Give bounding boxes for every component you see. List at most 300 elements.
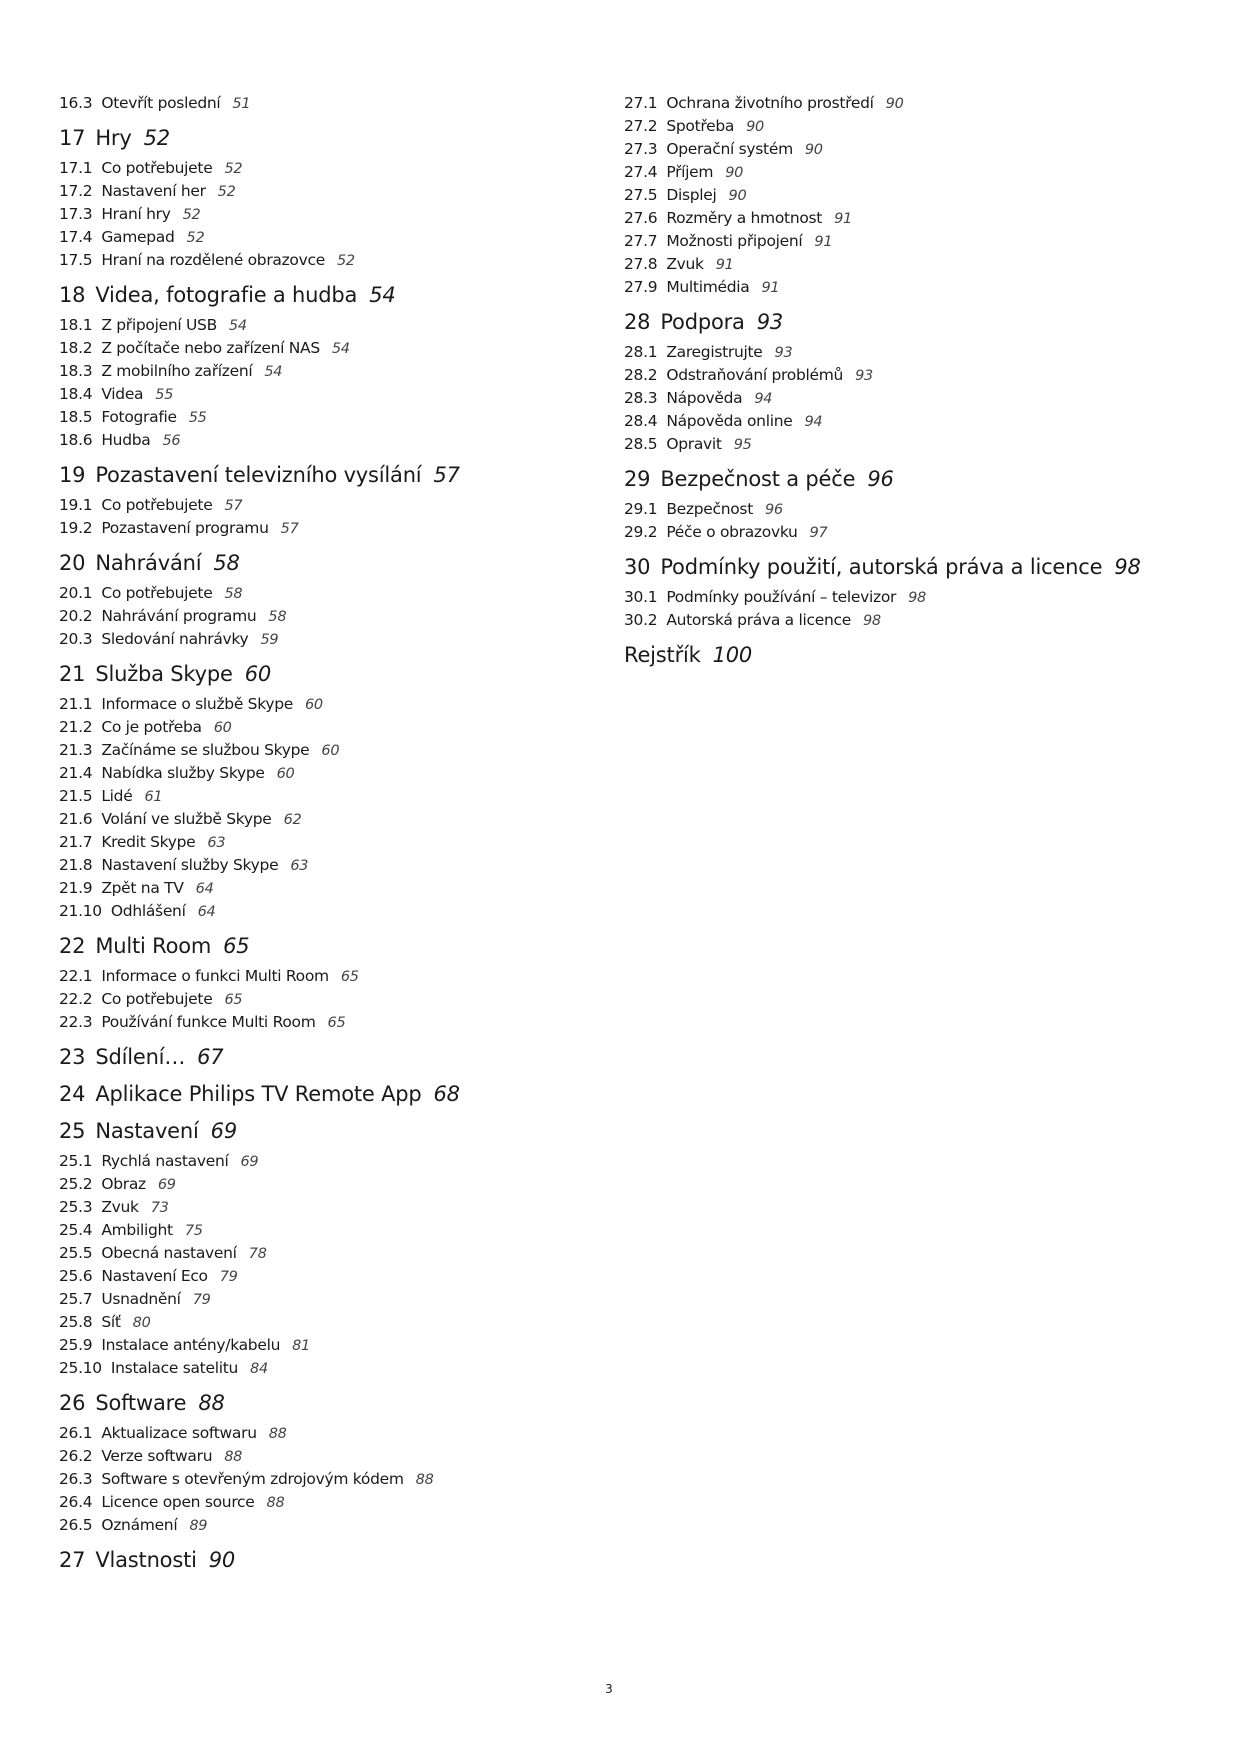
toc-entry-page: 98 <box>1114 555 1141 579</box>
toc-section-entry[interactable] <box>59 1265 579 1288</box>
toc-entry-number: 28.5 <box>624 435 658 453</box>
toc-entry-number: 18.3 <box>59 362 93 380</box>
toc-entry-title: Sledování nahrávky <box>101 630 249 648</box>
toc-entry-number: 21.9 <box>59 879 93 897</box>
toc-entry-title: Obraz <box>101 1175 146 1193</box>
toc-section-entry[interactable] <box>59 383 579 406</box>
toc-section-entry[interactable] <box>59 1196 579 1219</box>
toc-entry-page: 75 <box>184 1223 203 1239</box>
toc-entry-title: Software s otevřeným zdrojovým kódem <box>101 1470 404 1488</box>
toc-entry-title: Fotografie <box>101 408 177 426</box>
toc-entry-number: 27.7 <box>624 232 658 250</box>
toc-section-entry[interactable] <box>624 230 1144 253</box>
toc-section-entry[interactable] <box>59 157 579 180</box>
toc-entry-title: Sdílení… <box>95 1045 186 1069</box>
toc-entry-number: 25.6 <box>59 1267 93 1285</box>
toc-entry-number: 18.5 <box>59 408 93 426</box>
toc-section-entry[interactable] <box>59 965 579 988</box>
toc-entry-page: 64 <box>197 904 216 920</box>
toc-section-entry[interactable] <box>59 808 579 831</box>
toc-entry-number: 27.4 <box>624 163 658 181</box>
toc-entry-number: 25.4 <box>59 1221 93 1239</box>
toc-entry-title: Odstraňování problémů <box>666 366 844 384</box>
toc-chapter-entry[interactable] <box>59 1546 579 1574</box>
toc-entry-page: 52 <box>186 230 205 246</box>
toc-section-entry[interactable] <box>59 1242 579 1265</box>
toc-chapter-entry[interactable] <box>59 1080 579 1108</box>
toc-entry-title: Z mobilního zařízení <box>101 362 253 380</box>
toc-entry-page: 58 <box>213 551 240 575</box>
toc-entry-title: Nastavení Eco <box>101 1267 208 1285</box>
toc-section-entry[interactable] <box>59 203 579 226</box>
toc-section-entry[interactable] <box>59 1311 579 1334</box>
toc-entry-title: Nápověda <box>666 389 743 407</box>
toc-entry-title: Z počítače nebo zařízení NAS <box>101 339 320 357</box>
toc-entry-page: 56 <box>162 433 181 449</box>
toc-entry-page: 55 <box>155 387 174 403</box>
toc-entry-title: Co je potřeba <box>101 718 202 736</box>
toc-entry-title: Hraní na rozdělené obrazovce <box>101 251 325 269</box>
toc-section-entry[interactable] <box>59 1288 579 1311</box>
toc-entry-number: 30.1 <box>624 588 658 606</box>
toc-section-entry[interactable] <box>624 341 1144 364</box>
toc-entry-number: 17.5 <box>59 251 93 269</box>
toc-section-entry[interactable] <box>59 900 579 923</box>
toc-entry-page: 93 <box>855 368 873 384</box>
toc-entry-number: 25 <box>59 1119 86 1143</box>
toc-entry-title: Usnadnění <box>101 1290 181 1308</box>
toc-section-entry[interactable] <box>624 161 1144 184</box>
toc-entry-number: 27.2 <box>624 117 658 135</box>
toc-entry-number: 23 <box>59 1045 86 1069</box>
toc-entry-number: 19 <box>59 463 86 487</box>
toc-entry-title: Podmínky použití, autorská práva a licence <box>660 555 1103 579</box>
toc-entry-page: 69 <box>210 1119 237 1143</box>
toc-entry-title: Začínáme se službou Skype <box>101 741 310 759</box>
toc-section-entry[interactable] <box>624 207 1144 230</box>
toc-entry-number: 21 <box>59 662 86 686</box>
toc-chapter-entry[interactable] <box>59 549 579 577</box>
toc-entry-number: 26.5 <box>59 1516 93 1534</box>
toc-section-entry[interactable] <box>59 1445 579 1468</box>
toc-section-entry[interactable] <box>59 582 579 605</box>
toc-entry-page: 90 <box>208 1548 236 1572</box>
toc-section-entry[interactable] <box>59 1011 579 1034</box>
toc-entry-page: 62 <box>283 812 302 828</box>
toc-entry-number: 17.2 <box>59 182 93 200</box>
toc-entry-title: Rychlá nastavení <box>101 1152 229 1170</box>
toc-section-entry[interactable] <box>59 785 579 808</box>
toc-entry-page: 91 <box>834 211 852 227</box>
toc-entry-number: 21.8 <box>59 856 93 874</box>
toc-entry-number: 18.6 <box>59 431 93 449</box>
toc-entry-page: 52 <box>143 126 170 150</box>
toc-entry-page: 52 <box>182 207 201 223</box>
toc-left-column <box>59 92 579 1579</box>
toc-entry-number: 27.1 <box>624 94 658 112</box>
toc-entry-number: 26.2 <box>59 1447 93 1465</box>
toc-entry-page: 90 <box>728 188 747 204</box>
toc-entry-title: Služba Skype <box>95 662 233 686</box>
toc-section-entry[interactable] <box>59 1173 579 1196</box>
toc-entry-title: Ochrana životního prostředí <box>666 94 874 112</box>
toc-entry-number: 25.3 <box>59 1198 93 1216</box>
toc-entry-title: Operační systém <box>666 140 793 158</box>
toc-entry-title: Zaregistrujte <box>666 343 763 361</box>
toc-section-entry[interactable] <box>59 605 579 628</box>
toc-entry-page: 61 <box>144 789 163 805</box>
toc-entry-number: 21.1 <box>59 695 93 713</box>
toc-chapter-entry[interactable] <box>59 932 579 960</box>
toc-section-entry[interactable] <box>624 115 1144 138</box>
toc-entry-number: 27.5 <box>624 186 658 204</box>
toc-section-entry[interactable] <box>624 433 1144 456</box>
toc-entry-page: 93 <box>774 345 793 361</box>
toc-entry-title: Nabídka služby Skype <box>101 764 265 782</box>
toc-section-entry[interactable] <box>59 180 579 203</box>
toc-entry-number: 25.10 <box>59 1359 102 1377</box>
toc-section-entry[interactable] <box>59 831 579 854</box>
toc-entry-title: Software <box>95 1391 187 1415</box>
toc-chapter-entry[interactable] <box>624 308 1144 336</box>
toc-section-entry[interactable] <box>624 387 1144 410</box>
toc-entry-page: 54 <box>369 283 396 307</box>
toc-entry-title: Gamepad <box>101 228 175 246</box>
toc-section-entry[interactable] <box>59 762 579 785</box>
toc-entry-number: 22.1 <box>59 967 93 985</box>
toc-entry-title: Informace o službě Skype <box>101 695 293 713</box>
toc-entry-number: 18.2 <box>59 339 93 357</box>
toc-section-entry[interactable] <box>59 988 579 1011</box>
toc-section-entry[interactable] <box>624 609 1144 632</box>
toc-entry-page: 69 <box>157 1177 176 1193</box>
toc-section-entry[interactable] <box>59 360 579 383</box>
toc-entry-page: 57 <box>433 463 460 487</box>
toc-entry-number: 29.2 <box>624 523 658 541</box>
toc-entry-title: Nápověda online <box>666 412 793 430</box>
toc-entry-title: Co potřebujete <box>101 159 213 177</box>
toc-chapter-entry[interactable] <box>59 124 579 152</box>
toc-section-entry[interactable] <box>59 249 579 272</box>
toc-section-entry[interactable] <box>59 494 579 517</box>
toc-entry-page: 52 <box>336 253 355 269</box>
toc-entry-number: 30 <box>624 555 651 579</box>
toc-entry-page: 65 <box>223 934 250 958</box>
toc-section-entry[interactable] <box>624 184 1144 207</box>
toc-entry-title: Hry <box>95 126 132 150</box>
toc-entry-page: 60 <box>276 766 295 782</box>
toc-entry-number: 18 <box>59 283 86 307</box>
toc-entry-title: Kredit Skype <box>101 833 196 851</box>
toc-section-entry[interactable] <box>59 314 579 337</box>
toc-section-entry[interactable] <box>59 406 579 429</box>
toc-right-column <box>624 92 1144 674</box>
toc-entry-title: Instalace antény/kabelu <box>101 1336 281 1354</box>
toc-entry-title: Otevřít poslední <box>101 94 221 112</box>
toc-entry-number: 16.3 <box>59 94 93 112</box>
toc-entry-page: 52 <box>224 161 243 177</box>
toc-entry-number: 20.1 <box>59 584 93 602</box>
toc-entry-title: Co potřebujete <box>101 496 213 514</box>
toc-chapter-entry[interactable] <box>59 1117 579 1145</box>
toc-entry-page: 57 <box>280 521 299 537</box>
toc-section-entry[interactable] <box>59 1150 579 1173</box>
toc-entry-title: Ambilight <box>101 1221 173 1239</box>
toc-entry-number: 30.2 <box>624 611 658 629</box>
toc-chapter-entry[interactable] <box>59 281 579 309</box>
toc-section-entry[interactable] <box>624 92 1144 115</box>
toc-entry-number: 24 <box>59 1082 86 1106</box>
toc-entry-title: Co potřebujete <box>101 990 213 1008</box>
toc-entry-number: 21.7 <box>59 833 93 851</box>
toc-entry-page: 91 <box>761 280 780 296</box>
toc-section-entry[interactable] <box>59 226 579 249</box>
toc-entry-number: 28.2 <box>624 366 658 384</box>
toc-entry-page: 89 <box>189 1518 208 1534</box>
toc-entry-page: 67 <box>197 1045 224 1069</box>
toc-section-entry[interactable] <box>59 92 579 115</box>
toc-entry-page: 96 <box>867 467 894 491</box>
toc-section-entry[interactable] <box>59 429 579 452</box>
toc-entry-number: 28.3 <box>624 389 658 407</box>
toc-entry-number: 19.2 <box>59 519 93 537</box>
toc-entry-number: 25.9 <box>59 1336 93 1354</box>
toc-entry-number: 20 <box>59 551 86 575</box>
toc-entry-page: 59 <box>260 632 279 648</box>
toc-entry-page: 90 <box>804 142 823 158</box>
toc-entry-page: 54 <box>264 364 283 380</box>
toc-entry-title: Opravit <box>666 435 722 453</box>
toc-entry-number: 26.1 <box>59 1424 93 1442</box>
toc-entry-number: 26.4 <box>59 1493 93 1511</box>
toc-entry-page: 52 <box>217 184 236 200</box>
toc-entry-number: 20.3 <box>59 630 93 648</box>
toc-section-entry[interactable] <box>59 739 579 762</box>
toc-entry-title: Zvuk <box>101 1198 139 1216</box>
toc-entry-page: 88 <box>268 1426 287 1442</box>
toc-entry-page: 54 <box>228 318 247 334</box>
toc-section-entry[interactable] <box>59 1334 579 1357</box>
toc-entry-title: Co potřebujete <box>101 584 213 602</box>
toc-entry-title: Aktualizace softwaru <box>101 1424 257 1442</box>
toc-entry-page: 63 <box>207 835 226 851</box>
toc-entry-title: Hudba <box>101 431 151 449</box>
toc-chapter-entry[interactable] <box>624 641 1144 669</box>
toc-entry-title: Licence open source <box>101 1493 255 1511</box>
toc-entry-title: Displej <box>666 186 717 204</box>
toc-entry-page: 78 <box>248 1246 267 1262</box>
toc-entry-page: 95 <box>733 437 752 453</box>
toc-chapter-entry[interactable] <box>624 465 1144 493</box>
toc-entry-title: Verze softwaru <box>101 1447 213 1465</box>
toc-entry-page: 73 <box>150 1200 169 1216</box>
toc-entry-title: Příjem <box>666 163 714 181</box>
toc-entry-page: 54 <box>331 341 350 357</box>
toc-entry-page: 88 <box>224 1449 243 1465</box>
toc-entry-title: Podmínky používání – televizor <box>666 588 897 606</box>
toc-section-entry[interactable] <box>624 410 1144 433</box>
toc-entry-page: 69 <box>240 1154 259 1170</box>
toc-entry-number: 21.4 <box>59 764 93 782</box>
toc-entry-title: Autorská práva a licence <box>666 611 851 629</box>
page-number: 3 <box>605 1682 613 1696</box>
toc-entry-page: 60 <box>321 743 340 759</box>
toc-entry-title: Nastavení služby Skype <box>101 856 279 874</box>
toc-entry-number: 29 <box>624 467 651 491</box>
toc-chapter-entry[interactable] <box>59 1043 579 1071</box>
toc-entry-page: 93 <box>756 310 784 334</box>
toc-entry-title: Bezpečnost a péče <box>660 467 856 491</box>
toc-chapter-entry[interactable] <box>624 553 1144 581</box>
toc-section-entry[interactable] <box>59 1491 579 1514</box>
toc-entry-number: 18.1 <box>59 316 93 334</box>
toc-entry-title: Nahrávání programu <box>101 607 257 625</box>
toc-entry-number: 25.8 <box>59 1313 93 1331</box>
toc-entry-title: Pozastavení programu <box>101 519 269 537</box>
toc-entry-title: Nastavení <box>95 1119 199 1143</box>
toc-entry-number: 18.4 <box>59 385 93 403</box>
toc-entry-title: Zpět na TV <box>101 879 184 897</box>
toc-entry-number: 21.10 <box>59 902 102 920</box>
toc-section-entry[interactable] <box>59 1468 579 1491</box>
toc-chapter-entry[interactable] <box>59 1389 579 1417</box>
toc-entry-title: Rozměry a hmotnost <box>666 209 823 227</box>
toc-entry-page: 98 <box>862 613 881 629</box>
toc-entry-page: 90 <box>725 165 744 181</box>
toc-entry-title: Videa <box>101 385 144 403</box>
toc-section-entry[interactable] <box>624 498 1144 521</box>
toc-entry-number: 21.2 <box>59 718 93 736</box>
toc-entry-page: 55 <box>188 410 207 426</box>
toc-entry-title: Rejstřík <box>624 643 701 667</box>
toc-entry-number: 22.3 <box>59 1013 93 1031</box>
toc-entry-number: 21.3 <box>59 741 93 759</box>
toc-entry-number: 25.2 <box>59 1175 93 1193</box>
toc-entry-page: 63 <box>290 858 309 874</box>
toc-entry-title: Pozastavení televizního vysílání <box>95 463 422 487</box>
toc-entry-page: 64 <box>195 881 214 897</box>
toc-entry-number: 22.2 <box>59 990 93 1008</box>
toc-entry-title: Podpora <box>660 310 745 334</box>
toc-section-entry[interactable] <box>59 1357 579 1380</box>
toc-entry-number: 25.1 <box>59 1152 93 1170</box>
toc-entry-title: Bezpečnost <box>666 500 753 518</box>
toc-entry-number: 28 <box>624 310 651 334</box>
toc-entry-number: 17.3 <box>59 205 93 223</box>
toc-entry-title: Spotřeba <box>666 117 735 135</box>
toc-entry-page: 58 <box>268 609 287 625</box>
toc-entry-page: 96 <box>764 502 783 518</box>
toc-section-entry[interactable] <box>624 364 1144 387</box>
toc-entry-number: 25.5 <box>59 1244 93 1262</box>
toc-entry-number: 27.8 <box>624 255 658 273</box>
toc-entry-title: Aplikace Philips TV Remote App <box>95 1082 422 1106</box>
toc-entry-page: 60 <box>305 697 323 713</box>
toc-entry-page: 91 <box>715 257 734 273</box>
toc-section-entry[interactable] <box>624 276 1144 299</box>
toc-entry-title: Hraní hry <box>101 205 171 223</box>
toc-entry-title: Nastavení her <box>101 182 206 200</box>
toc-chapter-entry[interactable] <box>59 660 579 688</box>
toc-section-entry[interactable] <box>59 517 579 540</box>
toc-section-entry[interactable] <box>624 521 1144 544</box>
toc-entry-page: 90 <box>746 119 764 135</box>
toc-section-entry[interactable] <box>59 1514 579 1537</box>
toc-section-entry[interactable] <box>59 877 579 900</box>
toc-entry-number: 28.1 <box>624 343 658 361</box>
toc-entry-number: 27.9 <box>624 278 658 296</box>
toc-entry-page: 80 <box>132 1315 151 1331</box>
toc-chapter-entry[interactable] <box>59 461 579 489</box>
toc-entry-number: 21.5 <box>59 787 93 805</box>
toc-section-entry[interactable] <box>59 337 579 360</box>
toc-entry-page: 57 <box>224 498 243 514</box>
toc-entry-number: 20.2 <box>59 607 93 625</box>
toc-section-entry[interactable] <box>59 693 579 716</box>
toc-entry-number: 17.4 <box>59 228 93 246</box>
toc-section-entry[interactable] <box>624 253 1144 276</box>
toc-entry-page: 100 <box>712 643 753 667</box>
toc-entry-number: 26.3 <box>59 1470 93 1488</box>
toc-entry-number: 25.7 <box>59 1290 93 1308</box>
toc-entry-page: 90 <box>885 96 904 112</box>
toc-entry-title: Vlastnosti <box>95 1548 197 1572</box>
toc-entry-number: 22 <box>59 934 86 958</box>
toc-entry-page: 98 <box>908 590 926 606</box>
toc-entry-page: 91 <box>814 234 833 250</box>
toc-entry-title: Péče o obrazovku <box>666 523 798 541</box>
toc-entry-number: 29.1 <box>624 500 658 518</box>
toc-section-entry[interactable] <box>624 138 1144 161</box>
toc-entry-title: Multimédia <box>666 278 750 296</box>
toc-entry-title: Lidé <box>101 787 133 805</box>
toc-entry-page: 88 <box>198 1391 225 1415</box>
toc-section-entry[interactable] <box>59 854 579 877</box>
toc-section-entry[interactable] <box>59 1422 579 1445</box>
toc-entry-title: Oznámení <box>101 1516 178 1534</box>
toc-entry-title: Odhlášení <box>110 902 186 920</box>
toc-entry-page: 65 <box>340 969 359 985</box>
toc-entry-page: 97 <box>809 525 828 541</box>
toc-entry-title: Obecná nastavení <box>101 1244 237 1262</box>
toc-entry-title: Informace o funkci Multi Room <box>101 967 329 985</box>
toc-section-entry[interactable] <box>59 716 579 739</box>
toc-entry-title: Volání ve službě Skype <box>101 810 272 828</box>
toc-entry-number: 28.4 <box>624 412 658 430</box>
toc-entry-title: Videa, fotografie a hudba <box>95 283 358 307</box>
toc-entry-page: 68 <box>433 1082 460 1106</box>
toc-entry-page: 84 <box>250 1361 268 1377</box>
toc-entry-title: Multi Room <box>95 934 212 958</box>
toc-entry-page: 65 <box>224 992 243 1008</box>
toc-entry-title: Nahrávání <box>95 551 202 575</box>
toc-section-entry[interactable] <box>59 628 579 651</box>
toc-section-entry[interactable] <box>624 586 1144 609</box>
toc-entry-title: Používání funkce Multi Room <box>101 1013 316 1031</box>
toc-entry-page: 58 <box>224 586 243 602</box>
toc-entry-number: 27.3 <box>624 140 658 158</box>
toc-entry-title: Možnosti připojení <box>666 232 803 250</box>
toc-entry-page: 79 <box>192 1292 211 1308</box>
toc-entry-page: 65 <box>327 1015 346 1031</box>
toc-entry-title: Zvuk <box>666 255 704 273</box>
toc-section-entry[interactable] <box>59 1219 579 1242</box>
toc-entry-title: Z připojení USB <box>101 316 217 334</box>
toc-entry-number: 19.1 <box>59 496 93 514</box>
toc-entry-number: 17 <box>59 126 86 150</box>
toc-entry-title: Instalace satelitu <box>110 1359 239 1377</box>
toc-entry-number: 17.1 <box>59 159 93 177</box>
